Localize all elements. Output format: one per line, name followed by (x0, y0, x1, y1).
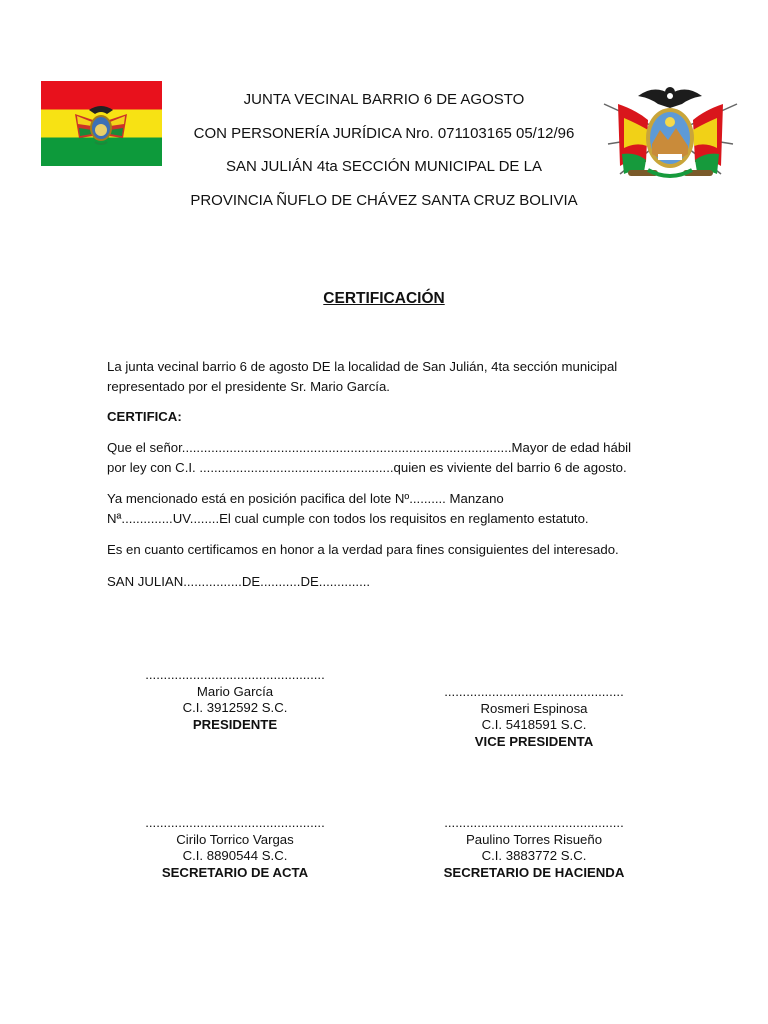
lot-line-1: Ya mencionado está en posición pacifica del lote Nº.......... Manzano (107, 491, 504, 506)
person-line-2: por ley con C.I. .....................................................quien es viviente del barrio 6 de agosto. (107, 459, 627, 475)
signer-name: Mario García (196, 683, 274, 699)
signature-line: ................................................. (444, 684, 624, 699)
signer-role: SECRETARIO DE HACIENDA (443, 864, 625, 880)
signer-role: PRESIDENTE (192, 716, 278, 732)
signature-block-secretary-acta (120, 815, 350, 881)
place-date-line: SAN JULIAN................DE...........DE.............. (107, 574, 371, 589)
header-line-4: PROVINCIA ÑUFLO DE CHÁVEZ SANTA CRUZ BOLIVIA (190, 192, 578, 209)
signature-line: ................................................. (145, 667, 325, 682)
signature-block-secretary-hacienda (419, 815, 649, 881)
header-line-3: SAN JULIÁN 4ta SECCIÓN MUNICIPAL DE LA (226, 158, 542, 175)
lot-line-2: Nª..............UV........El cual cumple con todos los requisitos en reglamento estatuto. (107, 510, 589, 526)
intro-paragraph (107, 357, 667, 396)
header-line-2: CON PERSONERÍA JURÍDICA Nro. 071103165 05/12/96 (193, 125, 575, 142)
intro-line-2: representado por el presidente Sr. Mario García. (107, 378, 390, 394)
signer-ci: C.I. 5418591 S.C. (481, 717, 587, 732)
signer-name: Rosmeri Espinosa (480, 700, 588, 716)
bolivia-flag-icon (41, 81, 162, 166)
signature-block-president (120, 667, 350, 733)
signer-ci: C.I. 3883772 S.C. (481, 848, 587, 863)
signature-block-vice-president (419, 684, 649, 750)
signer-role: VICE PRESIDENTA (474, 733, 594, 749)
bolivia-coat-of-arms-icon (598, 74, 743, 186)
paragraph-person (107, 438, 667, 477)
header-line-1: JUNTA VECINAL BARRIO 6 DE AGOSTO (243, 91, 525, 108)
signer-ci: C.I. 8890544 S.C. (182, 848, 288, 863)
person-line-1: Que el señor..........................................................................................Mayor de edad hábil (107, 440, 632, 455)
signer-name: Paulino Torres Risueño (465, 831, 603, 847)
certifica-heading: CERTIFICA: (107, 409, 182, 424)
paragraph-lot (107, 489, 667, 528)
signer-ci: C.I. 3912592 S.C. (182, 700, 288, 715)
document-title: CERTIFICACIÓN (323, 290, 445, 307)
intro-line-1: La junta vecinal barrio 6 de agosto DE la localidad de San Julián, 4ta sección municipal (107, 359, 618, 374)
signer-name: Cirilo Torrico Vargas (176, 831, 294, 847)
signer-role: SECRETARIO DE ACTA (161, 864, 309, 880)
signature-line: ................................................. (145, 815, 325, 830)
paragraph-certify: Es en cuanto certificamos en honor a la verdad para fines consiguientes del interesado. (107, 542, 619, 557)
signature-line: ................................................. (444, 815, 624, 830)
